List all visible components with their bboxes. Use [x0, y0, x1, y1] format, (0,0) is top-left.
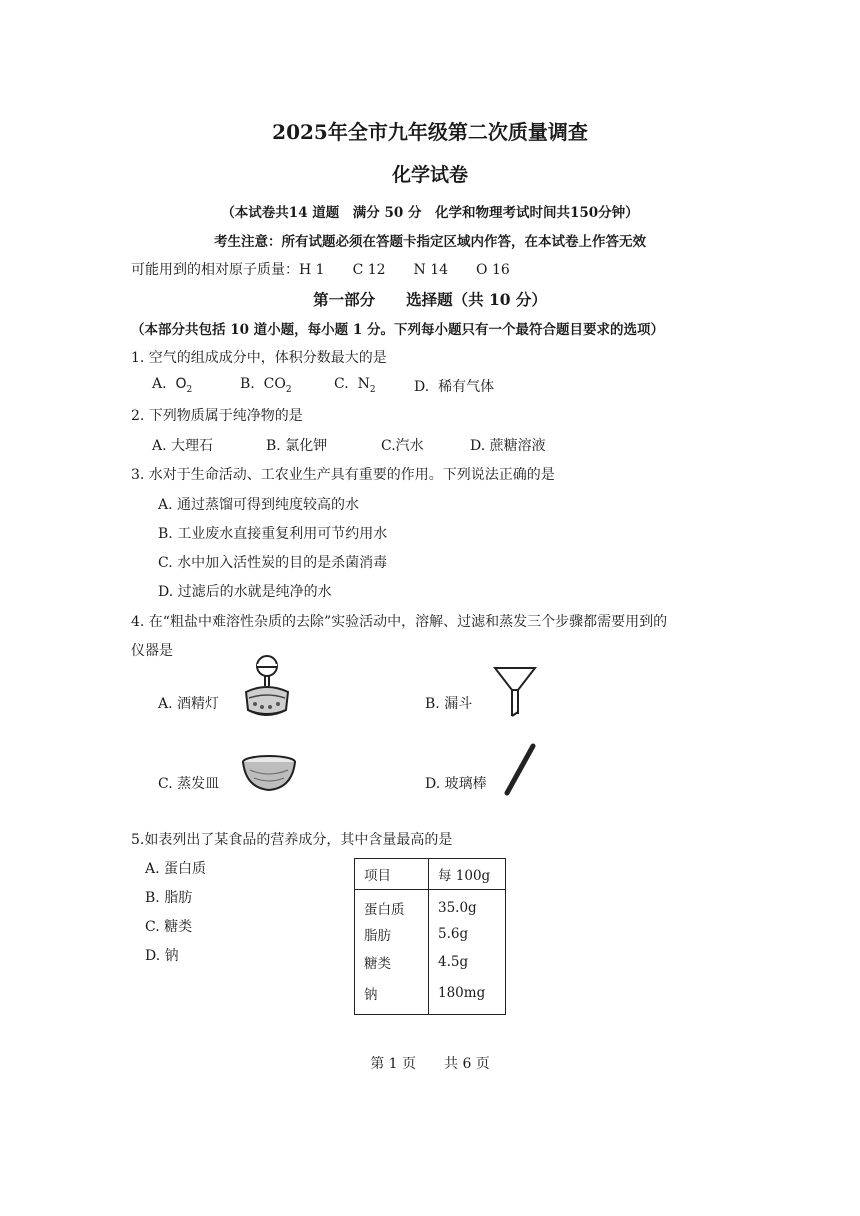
- table-cell: 5.6g: [438, 926, 469, 942]
- table-cell: 糖类: [355, 948, 429, 976]
- table-header-row: [355, 859, 506, 890]
- question-1-option-a: A. $O_2$: [152, 376, 193, 395]
- question-4-option-c: C. 蒸发皿: [158, 776, 220, 792]
- nutrition-table: [354, 858, 506, 1015]
- table-row: [355, 920, 506, 948]
- question-3-stem: 3. 水对于生命活动、工农业生产具有重要的作用。下列说法正确的是: [131, 467, 555, 483]
- question-2-option-a: A. 大理石: [152, 438, 214, 454]
- alcohol-lamp-icon: [240, 652, 296, 722]
- question-3-option-d: D. 过滤后的水就是纯净的水: [158, 584, 332, 600]
- table-cell: 脂肪: [355, 920, 429, 948]
- glass-rod-icon: [500, 742, 540, 798]
- question-1-option-c: C. $N_2$: [334, 376, 376, 395]
- exam-title: 2025年全市九年级第二次质量调查: [272, 120, 588, 144]
- table-cell: 180mg: [438, 985, 486, 1001]
- question-4-option-d: D. 玻璃棒: [425, 776, 487, 792]
- table-row: [355, 976, 506, 1015]
- exam-subject: 化学试卷: [391, 164, 468, 186]
- funnel-icon: [492, 664, 538, 722]
- section-heading: 第一部分 选择题（共 10 分）: [313, 290, 547, 309]
- question-4-stem-line2: 仪器是: [131, 643, 173, 659]
- question-4-option-b: B. 漏斗: [425, 696, 473, 712]
- table-cell: 蛋白质: [355, 890, 429, 921]
- question-5-option-d: D. 钠: [145, 948, 179, 964]
- section-instruction: （本部分共包括 10 道小题，每小题 1 分。下列每小题只有一个最符合题目要求的选项）: [131, 322, 664, 338]
- question-5-option-b: B. 脂肪: [145, 890, 193, 906]
- table-row: [355, 948, 506, 976]
- question-1-stem: 1. 空气的组成成分中，体积分数最大的是: [131, 350, 387, 366]
- question-5-option-a: A. 蛋白质: [145, 861, 207, 877]
- table-header-cell: 项目: [355, 859, 429, 890]
- question-1-option-d: D. 稀有气体: [414, 379, 495, 395]
- question-3-option-c: C. 水中加入活性炭的目的是杀菌消毒: [158, 555, 388, 571]
- exam-notice: 考生注意：所有试题必须在答题卡指定区域内作答，在本试卷上作答无效: [214, 234, 646, 250]
- table-row: [355, 890, 506, 921]
- question-5-stem: 5.如表列出了某食品的营养成分，其中含量最高的是: [131, 832, 453, 848]
- table-cell: 35.0g: [438, 900, 477, 916]
- question-1-option-b: B. $CO_2$: [240, 376, 292, 395]
- question-3-option-b: B. 工业废水直接重复利用可节约用水: [158, 526, 388, 542]
- exam-info: （本试卷共14 道题 满分 50 分 化学和物理考试时间共150分钟）: [221, 205, 639, 221]
- table-cell: 4.5g: [438, 954, 469, 970]
- question-4-stem-line1: 4. 在“粗盐中难溶性杂质的去除”实验活动中，溶解、过滤和蒸发三个步骤都需要用到的: [131, 614, 668, 630]
- question-2-stem: 2. 下列物质属于纯净物的是: [131, 408, 303, 424]
- page-number: 第 1 页 共 6 页: [370, 1056, 490, 1072]
- question-5-option-c: C. 糖类: [145, 919, 193, 935]
- table-cell: 钠: [355, 976, 429, 1015]
- question-3-option-a: A. 通过蒸馏可得到纯度较高的水: [158, 497, 360, 513]
- question-2-option-b: B. 氯化钾: [266, 438, 328, 454]
- evaporating-dish-icon: [240, 752, 298, 796]
- atomic-masses: 可能用到的相对原子质量：H 1 C 12 N 14 O 16: [131, 262, 510, 278]
- question-2-option-c: C.汽水: [381, 438, 424, 454]
- question-2-option-d: D. 蔗糖溶液: [470, 438, 546, 454]
- table-header-cell: 每 100g: [429, 859, 506, 890]
- question-4-option-a: A. 酒精灯: [158, 696, 220, 712]
